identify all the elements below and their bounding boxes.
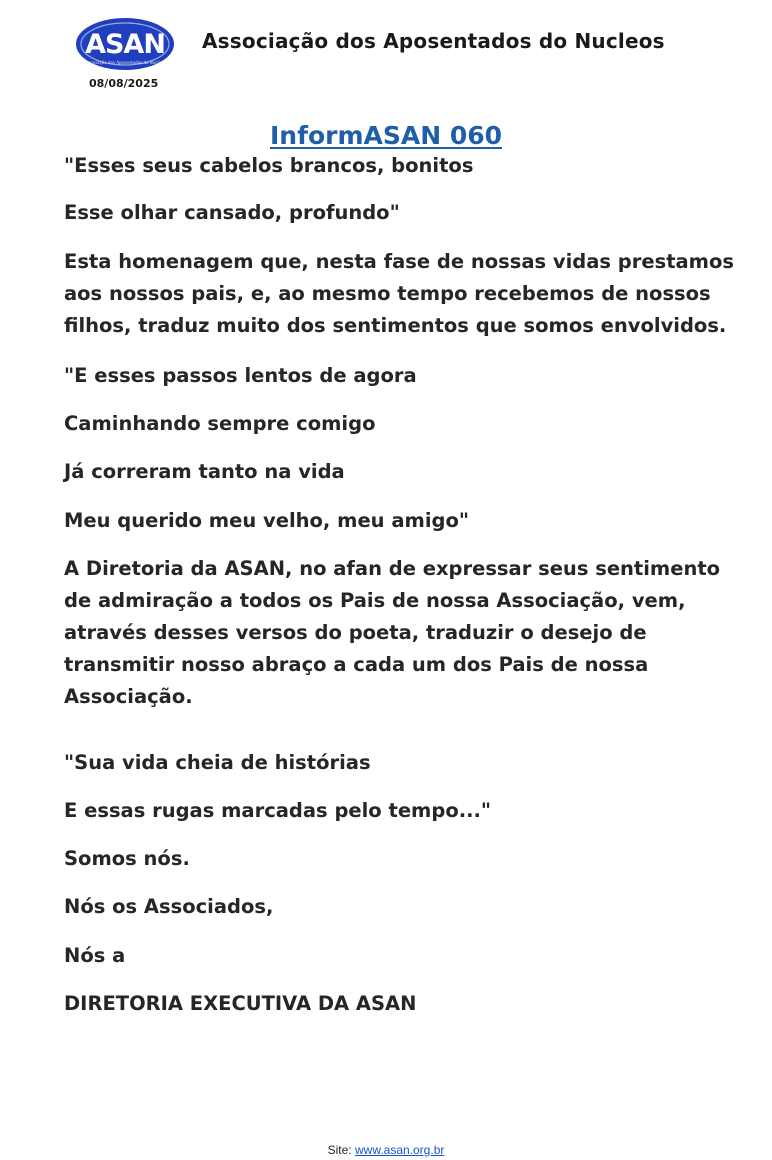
verse-line: "E esses passos lentos de agora bbox=[64, 364, 417, 387]
closing-line: Somos nós. bbox=[64, 847, 190, 870]
verse-line: Caminhando sempre comigo bbox=[64, 412, 376, 435]
closing-line: Nós os Associados, bbox=[64, 895, 274, 918]
asan-logo bbox=[74, 16, 176, 72]
body-paragraph: Esta homenagem que, nesta fase de nossas vidas prestamos aos nossos pais, e, ao mesmo tempo recebemos de nossos filhos, traduz muito dos sentimentos que somos envolvidos. bbox=[64, 250, 734, 337]
verse-line: "Sua vida cheia de histórias bbox=[64, 751, 371, 774]
organization-name: Associação dos Aposentados do Nucleos bbox=[202, 29, 665, 53]
verse-line: Esse olhar cansado, profundo" bbox=[64, 201, 400, 224]
verse-line: Já correram tanto na vida bbox=[64, 460, 345, 483]
verse-line: E essas rugas marcadas pelo tempo..." bbox=[64, 799, 492, 822]
site-link[interactable]: www.asan.org.br bbox=[354, 1143, 445, 1157]
verse-line: Meu querido meu velho, meu amigo" bbox=[64, 509, 470, 532]
body-paragraph: A Diretoria da ASAN, no afan de expressar seus sentimento de admiração a todos os Pais de nossa Associação, vem, através desses versos do poeta, traduzir o desejo de transmitir nosso abraço a cada um dos Pais de nossa Associação. bbox=[64, 557, 721, 708]
document-title: InformASAN 060 bbox=[269, 121, 503, 150]
footer-label: Site: bbox=[327, 1143, 352, 1157]
svg-text:ASAN: ASAN bbox=[85, 29, 165, 60]
verse-line: "Esses seus cabelos brancos, bonitos bbox=[64, 154, 474, 177]
closing-line: Nós a bbox=[64, 944, 126, 967]
svg-text:Associação dos Aposentados do: Associação dos Aposentados do Nucleos bbox=[84, 60, 166, 65]
footer bbox=[0, 1143, 772, 1157]
document-date: 08/08/2025 bbox=[89, 77, 159, 90]
signature-line: DIRETORIA EXECUTIVA DA ASAN bbox=[64, 992, 417, 1015]
